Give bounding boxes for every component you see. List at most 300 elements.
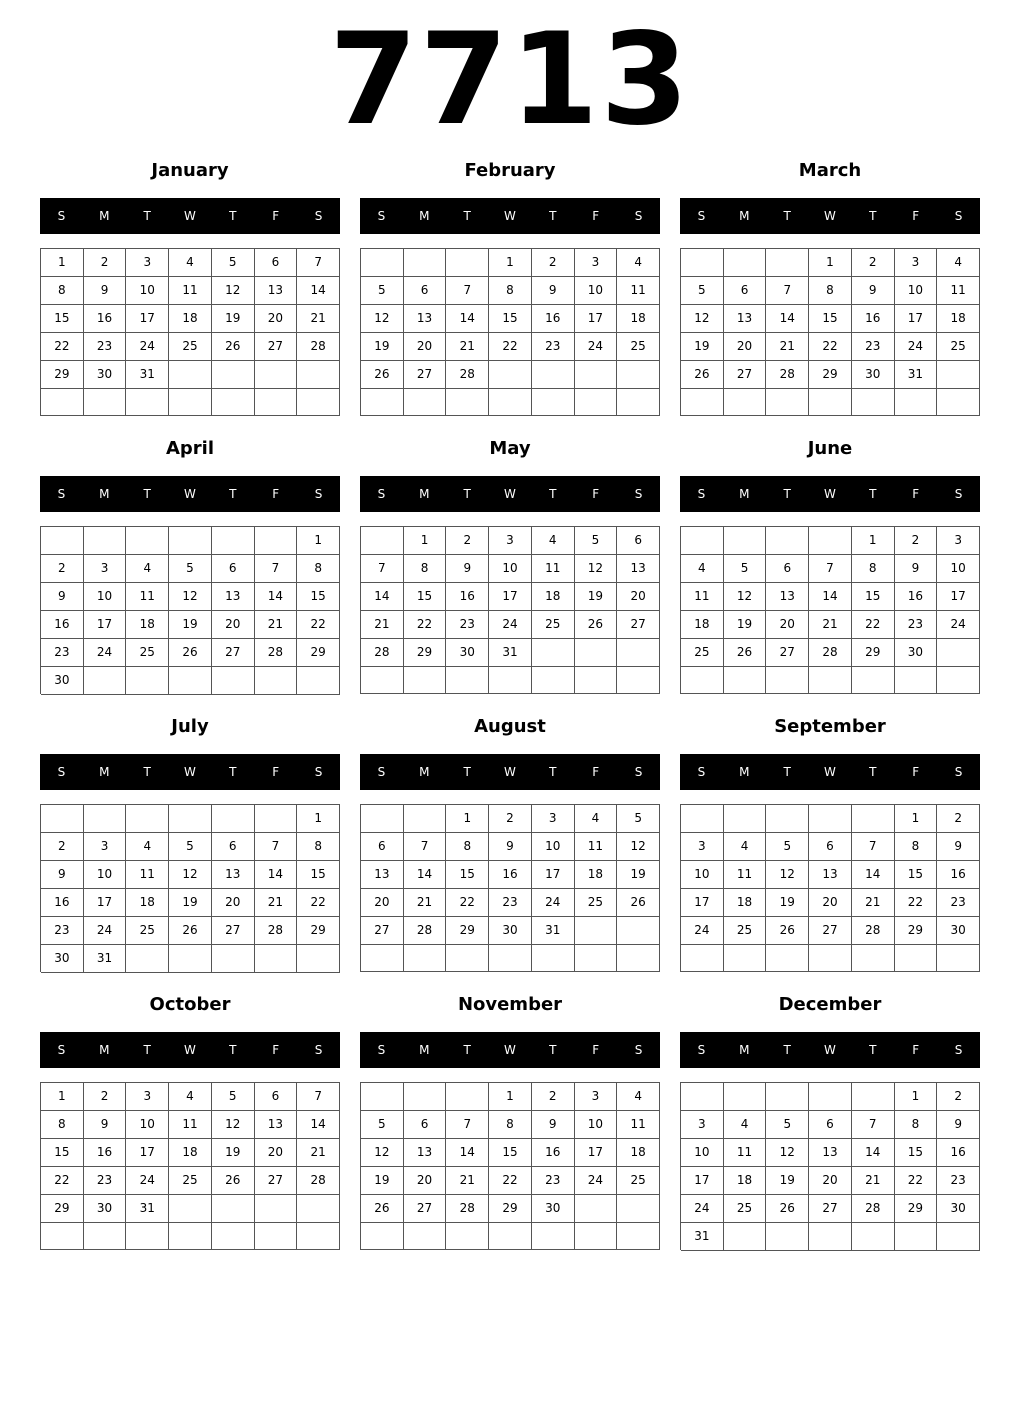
day-cell: 22 xyxy=(809,333,852,361)
empty-day-cell xyxy=(937,945,980,972)
empty-day-cell xyxy=(766,945,809,972)
day-cell: 3 xyxy=(681,1111,724,1139)
day-cell: 20 xyxy=(255,1139,298,1167)
empty-day-cell xyxy=(809,1083,852,1111)
day-cell: 24 xyxy=(575,1167,618,1195)
day-cell: 30 xyxy=(446,639,489,667)
day-cell: 19 xyxy=(361,333,404,361)
empty-day-cell xyxy=(361,1083,404,1111)
day-cell: 27 xyxy=(212,917,255,945)
day-cell: 18 xyxy=(617,305,660,333)
day-cell: 14 xyxy=(766,305,809,333)
weekday-label: T xyxy=(869,209,877,223)
day-cell: 8 xyxy=(489,277,532,305)
day-cell: 5 xyxy=(617,805,660,833)
weekday-label: S xyxy=(314,765,323,779)
day-cell: 9 xyxy=(84,277,127,305)
day-cell: 5 xyxy=(361,1111,404,1139)
day-cell: 20 xyxy=(212,889,255,917)
day-cell: 20 xyxy=(404,333,447,361)
day-cell: 25 xyxy=(575,889,618,917)
day-cell: 8 xyxy=(489,1111,532,1139)
day-cell: 14 xyxy=(255,861,298,889)
day-cell: 27 xyxy=(255,1167,298,1195)
day-cell: 2 xyxy=(84,249,127,277)
day-cell: 11 xyxy=(126,583,169,611)
weekday-label: S xyxy=(697,209,706,223)
month-april xyxy=(40,434,340,704)
weekday-label: F xyxy=(592,487,600,501)
day-cell: 31 xyxy=(126,361,169,389)
month-name: April xyxy=(165,438,215,459)
weekday-label: F xyxy=(592,1043,600,1057)
day-cell: 2 xyxy=(937,1083,980,1111)
day-cell: 24 xyxy=(532,889,575,917)
weekday-label: T xyxy=(783,209,791,223)
day-cell: 4 xyxy=(126,833,169,861)
day-cell: 22 xyxy=(489,1167,532,1195)
day-cell: 5 xyxy=(681,277,724,305)
weekday-label: T xyxy=(463,1043,471,1057)
day-cell: 12 xyxy=(766,861,809,889)
day-cell: 30 xyxy=(895,639,938,667)
weekday-label: T xyxy=(549,209,557,223)
day-cell: 21 xyxy=(297,1139,340,1167)
day-cell: 5 xyxy=(724,555,767,583)
weekday-label: F xyxy=(912,487,920,501)
day-cell: 9 xyxy=(532,1111,575,1139)
weekday-label: T xyxy=(869,765,877,779)
day-grid xyxy=(680,804,980,972)
weekday-label: F xyxy=(272,1043,280,1057)
empty-day-cell xyxy=(212,361,255,389)
day-cell: 1 xyxy=(895,1083,938,1111)
day-cell: 14 xyxy=(297,1111,340,1139)
empty-day-cell xyxy=(532,389,575,416)
empty-day-cell xyxy=(169,667,212,695)
empty-day-cell xyxy=(617,389,660,416)
weekday-label: M xyxy=(739,1043,750,1057)
day-cell: 24 xyxy=(489,611,532,639)
day-cell: 11 xyxy=(169,1111,212,1139)
empty-day-cell xyxy=(404,667,447,694)
empty-day-cell xyxy=(852,667,895,694)
weekday-label: T xyxy=(869,1043,877,1057)
day-cell: 4 xyxy=(169,249,212,277)
day-cell: 13 xyxy=(404,305,447,333)
weekday-label: S xyxy=(634,1043,643,1057)
day-cell: 15 xyxy=(446,861,489,889)
day-cell: 27 xyxy=(724,361,767,389)
day-cell: 10 xyxy=(575,277,618,305)
empty-day-cell xyxy=(255,667,298,695)
day-cell: 24 xyxy=(681,917,724,945)
day-cell: 7 xyxy=(446,1111,489,1139)
empty-day-cell xyxy=(575,361,618,389)
empty-day-cell xyxy=(681,1083,724,1111)
day-cell: 10 xyxy=(937,555,980,583)
day-cell: 27 xyxy=(404,361,447,389)
day-cell: 8 xyxy=(446,833,489,861)
day-cell: 9 xyxy=(446,555,489,583)
day-cell: 26 xyxy=(681,361,724,389)
day-cell: 20 xyxy=(809,1167,852,1195)
weekday-header xyxy=(40,1032,340,1068)
day-cell: 30 xyxy=(41,667,84,695)
day-cell: 18 xyxy=(724,889,767,917)
empty-day-cell xyxy=(937,1223,980,1251)
day-cell: 4 xyxy=(724,1111,767,1139)
day-cell: 31 xyxy=(84,945,127,973)
day-cell: 13 xyxy=(809,861,852,889)
empty-day-cell xyxy=(532,1223,575,1250)
day-cell: 24 xyxy=(126,1167,169,1195)
day-cell: 16 xyxy=(84,1139,127,1167)
day-cell: 24 xyxy=(84,917,127,945)
month-name: October xyxy=(149,994,231,1015)
empty-day-cell xyxy=(766,527,809,555)
empty-day-cell xyxy=(809,667,852,694)
weekday-label: T xyxy=(229,1043,237,1057)
empty-day-cell xyxy=(937,361,980,389)
empty-day-cell xyxy=(446,249,489,277)
empty-day-cell xyxy=(404,805,447,833)
day-cell: 7 xyxy=(852,1111,895,1139)
day-grid xyxy=(680,248,980,416)
day-cell: 18 xyxy=(724,1167,767,1195)
weekday-label: W xyxy=(504,487,516,501)
day-cell: 29 xyxy=(895,917,938,945)
day-cell: 21 xyxy=(766,333,809,361)
empty-day-cell xyxy=(255,1195,298,1223)
empty-day-cell xyxy=(617,667,660,694)
day-cell: 20 xyxy=(212,611,255,639)
empty-day-cell xyxy=(169,945,212,973)
empty-day-cell xyxy=(361,389,404,416)
empty-day-cell xyxy=(84,389,127,416)
empty-day-cell xyxy=(41,389,84,416)
empty-day-cell xyxy=(255,527,298,555)
day-cell: 30 xyxy=(84,1195,127,1223)
day-cell: 18 xyxy=(937,305,980,333)
day-cell: 25 xyxy=(617,333,660,361)
weekday-label: M xyxy=(739,487,750,501)
day-cell: 24 xyxy=(126,333,169,361)
day-cell: 10 xyxy=(84,583,127,611)
day-cell: 28 xyxy=(255,917,298,945)
day-cell: 11 xyxy=(617,277,660,305)
empty-day-cell xyxy=(617,361,660,389)
day-cell: 1 xyxy=(41,1083,84,1111)
day-cell: 26 xyxy=(169,639,212,667)
day-cell: 26 xyxy=(724,639,767,667)
day-cell: 5 xyxy=(169,833,212,861)
weekday-header xyxy=(360,1032,660,1068)
empty-day-cell xyxy=(532,945,575,972)
weekday-label: F xyxy=(272,209,280,223)
day-cell: 7 xyxy=(297,249,340,277)
weekday-label: W xyxy=(824,487,836,501)
day-cell: 11 xyxy=(169,277,212,305)
day-cell: 18 xyxy=(617,1139,660,1167)
empty-day-cell xyxy=(489,667,532,694)
empty-day-cell xyxy=(766,667,809,694)
empty-day-cell xyxy=(169,389,212,416)
weekday-label: M xyxy=(99,487,110,501)
day-cell: 13 xyxy=(255,1111,298,1139)
day-cell: 4 xyxy=(532,527,575,555)
empty-day-cell xyxy=(575,639,618,667)
day-cell: 6 xyxy=(809,833,852,861)
empty-day-cell xyxy=(41,527,84,555)
day-cell: 11 xyxy=(532,555,575,583)
weekday-header xyxy=(40,198,340,234)
day-cell: 10 xyxy=(532,833,575,861)
empty-day-cell xyxy=(852,1083,895,1111)
empty-day-cell xyxy=(212,805,255,833)
day-cell: 6 xyxy=(724,277,767,305)
empty-day-cell xyxy=(766,805,809,833)
weekday-label: T xyxy=(143,209,151,223)
day-cell: 1 xyxy=(852,527,895,555)
day-cell: 21 xyxy=(361,611,404,639)
weekday-label: T xyxy=(783,1043,791,1057)
weekday-label: S xyxy=(954,487,963,501)
empty-day-cell xyxy=(681,805,724,833)
day-cell: 4 xyxy=(126,555,169,583)
day-cell: 4 xyxy=(617,249,660,277)
empty-day-cell xyxy=(126,805,169,833)
day-cell: 18 xyxy=(169,305,212,333)
day-cell: 28 xyxy=(255,639,298,667)
empty-day-cell xyxy=(297,945,340,973)
weekday-label: T xyxy=(229,487,237,501)
day-cell: 27 xyxy=(404,1195,447,1223)
day-cell: 16 xyxy=(84,305,127,333)
day-cell: 23 xyxy=(84,1167,127,1195)
weekday-label: S xyxy=(697,765,706,779)
empty-day-cell xyxy=(297,361,340,389)
empty-day-cell xyxy=(681,667,724,694)
weekday-label: M xyxy=(739,765,750,779)
day-cell: 8 xyxy=(297,555,340,583)
day-cell: 2 xyxy=(532,1083,575,1111)
day-cell: 7 xyxy=(852,833,895,861)
day-cell: 20 xyxy=(361,889,404,917)
day-cell: 28 xyxy=(361,639,404,667)
day-cell: 16 xyxy=(41,611,84,639)
day-cell: 28 xyxy=(766,361,809,389)
empty-day-cell xyxy=(575,917,618,945)
day-cell: 3 xyxy=(126,1083,169,1111)
empty-day-cell xyxy=(681,249,724,277)
empty-day-cell xyxy=(809,527,852,555)
empty-day-cell xyxy=(404,1083,447,1111)
day-cell: 28 xyxy=(446,1195,489,1223)
weekday-label: T xyxy=(463,487,471,501)
day-cell: 25 xyxy=(126,639,169,667)
day-cell: 29 xyxy=(809,361,852,389)
empty-day-cell xyxy=(255,389,298,416)
day-cell: 23 xyxy=(532,1167,575,1195)
day-cell: 17 xyxy=(84,611,127,639)
empty-day-cell xyxy=(255,361,298,389)
weekday-label: S xyxy=(314,487,323,501)
empty-day-cell xyxy=(809,1223,852,1251)
day-cell: 7 xyxy=(404,833,447,861)
weekday-label: S xyxy=(634,765,643,779)
empty-day-cell xyxy=(895,945,938,972)
empty-day-cell xyxy=(681,527,724,555)
day-cell: 25 xyxy=(532,611,575,639)
day-cell: 21 xyxy=(852,1167,895,1195)
day-cell: 2 xyxy=(41,555,84,583)
day-cell: 15 xyxy=(41,1139,84,1167)
day-cell: 16 xyxy=(41,889,84,917)
day-cell: 7 xyxy=(766,277,809,305)
day-grid xyxy=(360,1082,660,1250)
day-cell: 25 xyxy=(169,1167,212,1195)
day-cell: 25 xyxy=(169,333,212,361)
day-cell: 23 xyxy=(532,333,575,361)
day-cell: 29 xyxy=(446,917,489,945)
day-cell: 6 xyxy=(212,833,255,861)
day-cell: 20 xyxy=(255,305,298,333)
empty-day-cell xyxy=(766,389,809,416)
day-cell: 5 xyxy=(361,277,404,305)
day-cell: 23 xyxy=(84,333,127,361)
day-cell: 3 xyxy=(681,833,724,861)
day-cell: 29 xyxy=(41,361,84,389)
day-cell: 2 xyxy=(489,805,532,833)
empty-day-cell xyxy=(361,805,404,833)
empty-day-cell xyxy=(681,945,724,972)
weekday-label: W xyxy=(184,765,196,779)
day-cell: 1 xyxy=(404,527,447,555)
day-cell: 15 xyxy=(489,1139,532,1167)
day-cell: 2 xyxy=(895,527,938,555)
empty-day-cell xyxy=(169,1195,212,1223)
day-cell: 22 xyxy=(852,611,895,639)
day-cell: 17 xyxy=(84,889,127,917)
weekday-label: S xyxy=(954,209,963,223)
empty-day-cell xyxy=(852,945,895,972)
day-cell: 9 xyxy=(895,555,938,583)
weekday-label: T xyxy=(783,487,791,501)
empty-day-cell xyxy=(297,1195,340,1223)
empty-day-cell xyxy=(446,389,489,416)
day-cell: 21 xyxy=(809,611,852,639)
day-cell: 2 xyxy=(446,527,489,555)
day-cell: 3 xyxy=(575,249,618,277)
day-cell: 20 xyxy=(809,889,852,917)
month-september xyxy=(680,712,980,982)
day-cell: 29 xyxy=(297,639,340,667)
day-cell: 25 xyxy=(681,639,724,667)
day-cell: 6 xyxy=(404,1111,447,1139)
day-cell: 11 xyxy=(617,1111,660,1139)
weekday-label: S xyxy=(377,209,386,223)
weekday-label: F xyxy=(912,1043,920,1057)
empty-day-cell xyxy=(852,805,895,833)
day-cell: 17 xyxy=(681,889,724,917)
day-cell: 12 xyxy=(724,583,767,611)
day-cell: 27 xyxy=(766,639,809,667)
empty-day-cell xyxy=(361,249,404,277)
weekday-label: T xyxy=(143,487,151,501)
day-cell: 26 xyxy=(212,333,255,361)
month-june xyxy=(680,434,980,704)
day-cell: 30 xyxy=(937,1195,980,1223)
day-cell: 3 xyxy=(84,555,127,583)
day-cell: 9 xyxy=(532,277,575,305)
day-cell: 5 xyxy=(212,1083,255,1111)
weekday-label: M xyxy=(739,209,750,223)
day-cell: 16 xyxy=(446,583,489,611)
day-cell: 21 xyxy=(297,305,340,333)
weekday-label: S xyxy=(954,765,963,779)
day-cell: 8 xyxy=(895,833,938,861)
day-cell: 12 xyxy=(169,583,212,611)
empty-day-cell xyxy=(169,527,212,555)
day-cell: 3 xyxy=(937,527,980,555)
day-cell: 25 xyxy=(617,1167,660,1195)
day-cell: 15 xyxy=(489,305,532,333)
day-cell: 2 xyxy=(41,833,84,861)
empty-day-cell xyxy=(169,361,212,389)
month-name: July xyxy=(171,716,209,737)
day-cell: 30 xyxy=(852,361,895,389)
day-cell: 22 xyxy=(404,611,447,639)
day-cell: 3 xyxy=(532,805,575,833)
day-cell: 15 xyxy=(852,583,895,611)
day-cell: 2 xyxy=(532,249,575,277)
day-cell: 24 xyxy=(575,333,618,361)
day-cell: 15 xyxy=(895,861,938,889)
day-cell: 17 xyxy=(126,305,169,333)
weekday-label: W xyxy=(184,1043,196,1057)
empty-day-cell xyxy=(852,1223,895,1251)
day-cell: 4 xyxy=(169,1083,212,1111)
day-cell: 6 xyxy=(212,555,255,583)
day-cell: 29 xyxy=(489,1195,532,1223)
weekday-label: S xyxy=(377,487,386,501)
weekday-label: S xyxy=(697,487,706,501)
weekday-label: W xyxy=(824,765,836,779)
day-cell: 12 xyxy=(361,1139,404,1167)
weekday-label: M xyxy=(419,765,430,779)
year-title: 7713 xyxy=(329,5,691,153)
day-cell: 7 xyxy=(809,555,852,583)
day-cell: 14 xyxy=(446,1139,489,1167)
day-cell: 18 xyxy=(126,611,169,639)
day-cell: 16 xyxy=(532,1139,575,1167)
day-cell: 26 xyxy=(575,611,618,639)
month-name: March xyxy=(798,160,862,181)
day-cell: 3 xyxy=(84,833,127,861)
day-grid xyxy=(680,526,980,694)
day-cell: 13 xyxy=(212,583,255,611)
day-cell: 22 xyxy=(895,889,938,917)
day-cell: 20 xyxy=(766,611,809,639)
day-cell: 5 xyxy=(575,527,618,555)
day-cell: 22 xyxy=(41,1167,84,1195)
day-cell: 26 xyxy=(766,1195,809,1223)
day-cell: 31 xyxy=(681,1223,724,1251)
day-cell: 19 xyxy=(169,611,212,639)
day-cell: 8 xyxy=(297,833,340,861)
weekday-label: S xyxy=(634,209,643,223)
